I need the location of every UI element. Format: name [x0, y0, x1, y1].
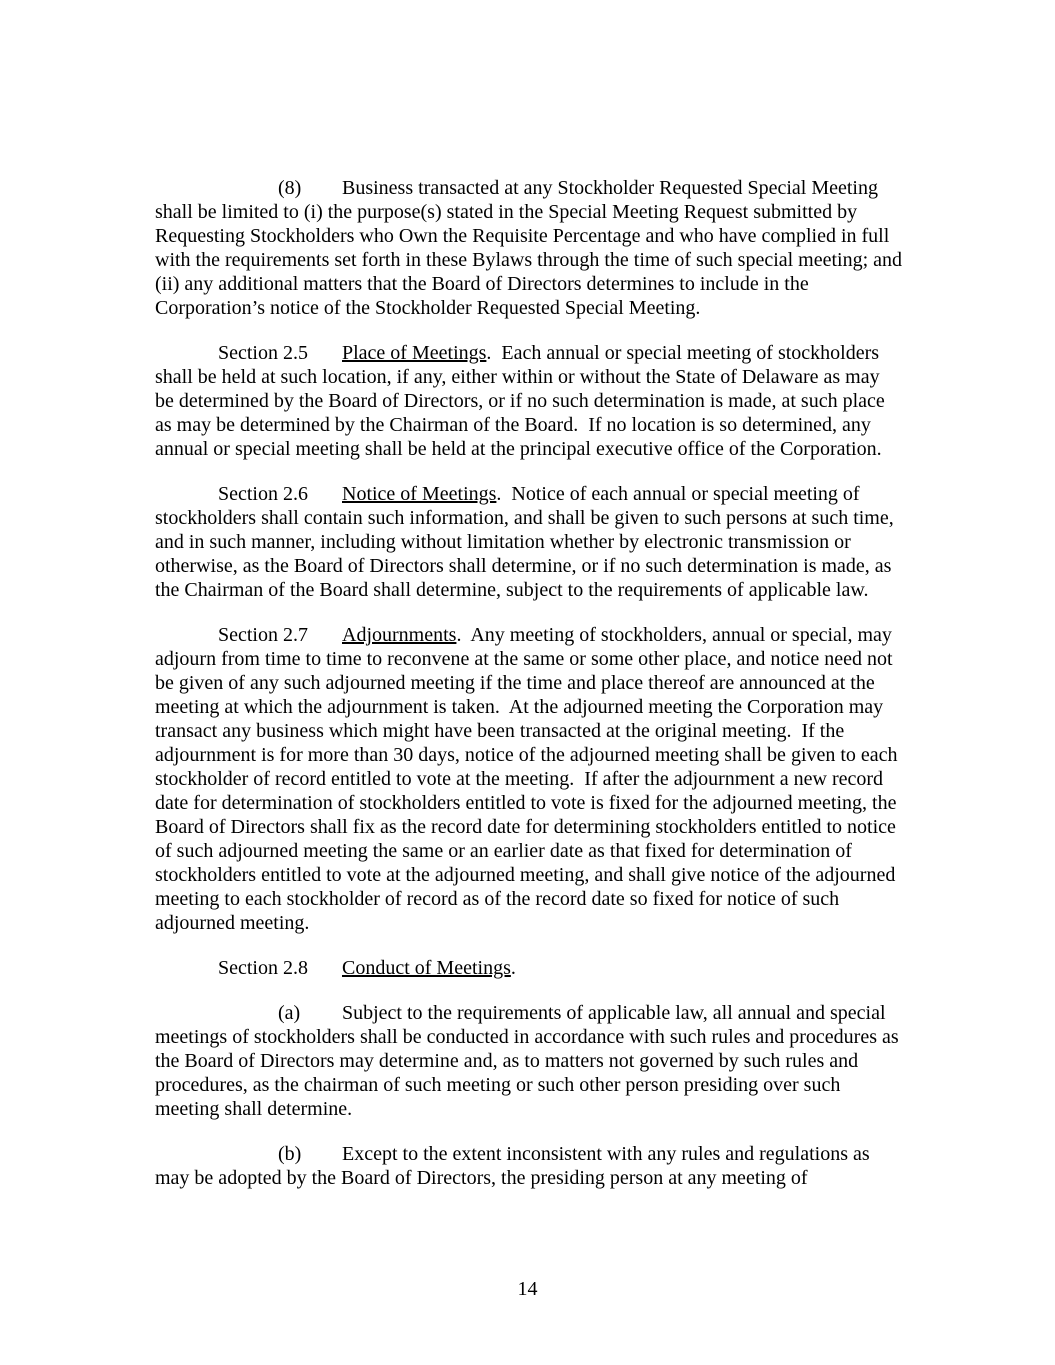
section-2-7-heading: Adjournments: [342, 624, 457, 646]
section-2-8-text: .: [510, 957, 516, 979]
section-2-5-heading: Place of Meetings: [342, 342, 487, 364]
section-2-7-text: . Any meeting of stockholders, annual or special, may adjourn from time to time to reconvene at the same or some other place, and notice need not be given of any such adjourned meeting if the time and place thereof are announced at the meeting at which the adjournment is taken. At the adjourned meeting the Corporation may transact any business which might have been transacted at the original meeting. If the adjournment is for more than 30 days, notice of the adjourned meeting shall be given to each stockholder of record entitled to vote at the meeting. If after the adjournment a new record date for determination of stockholders entitled to vote is fixed for the adjourned meeting, the Board of Directors shall fix as the record date for determining stockholders entitled to notice of such adjourned meeting the same or an earlier date as that fixed for determination of stockholders entitled to vote at the adjourned meeting, and shall give notice of the adjourned meeting to each stockholder of record as of the record date so fixed for notice of such adjourned meeting.: [155, 624, 903, 934]
section-2-6: [155, 482, 903, 602]
paragraph-b: [155, 1142, 903, 1190]
paragraph-a-number: (a): [278, 1002, 301, 1024]
section-2-8-label: Section 2.8: [218, 957, 308, 979]
paragraph-8-text: Business transacted at any Stockholder Requested Special Meeting shall be limited to (i) the purpose(s) stated in the Special Meeting Request submitted by Requesting Stockholders who Own the Requisite Percentage and who have complied in full with the requirements set forth in these Bylaws through the time of such special meeting; and (ii) any additional matters that the Board of Directors determines to include in the Corporation’s notice of the Stockholder Requested Special Meeting.: [155, 177, 908, 319]
paragraph-8: [155, 176, 908, 320]
section-2-7-label: Section 2.7: [218, 624, 308, 646]
section-2-6-heading: Notice of Meetings: [342, 483, 497, 505]
paragraph-b-number: (b): [278, 1143, 302, 1165]
section-2-5-label: Section 2.5: [218, 342, 308, 364]
section-2-8: [155, 956, 903, 980]
section-2-8-heading: Conduct of Meetings: [342, 957, 511, 979]
paragraph-a-text: Subject to the requirements of applicable law, all annual and special meetings of stockholders shall be conducted in accordance with such rules and procedures as the Board of Directors may determine and, as to matters not governed by such rules and procedures, as the chairman of such meeting or such other person presiding over such meeting shall determine.: [155, 1002, 904, 1120]
paragraph-8-number: (8): [278, 177, 302, 199]
paragraph-a: [155, 1001, 903, 1121]
section-2-6-label: Section 2.6: [218, 483, 308, 505]
page-number: 14: [517, 1278, 538, 1300]
section-2-5: [155, 341, 903, 461]
paragraph-b-text: Except to the extent inconsistent with any rules and regulations as may be adopted by the Board of Directors, the presiding person at any meeting of: [155, 1143, 875, 1189]
section-2-5-text: . Each annual or special meeting of stockholders shall be held at such location, if any, either within or without the State of Delaware as may be determined by the Board of Directors, or if no such determination is made, at such place as may be determined by the Chairman of the Board. If no location is so determined, any annual or special meeting shall be held at the principal executive office of the Corporation.: [155, 342, 890, 460]
page-content: [155, 176, 908, 1211]
section-2-7: [155, 623, 903, 935]
section-2-6-text: . Notice of each annual or special meeting of stockholders shall contain such information, and shall be given to such persons at such time, and in such manner, including without limitation whether by electronic transmission or otherwise, as the Board of Directors shall determine, or if no such determination is made, as the Chairman of the Board shall determine, subject to the requirements of applicable law.: [155, 483, 899, 601]
